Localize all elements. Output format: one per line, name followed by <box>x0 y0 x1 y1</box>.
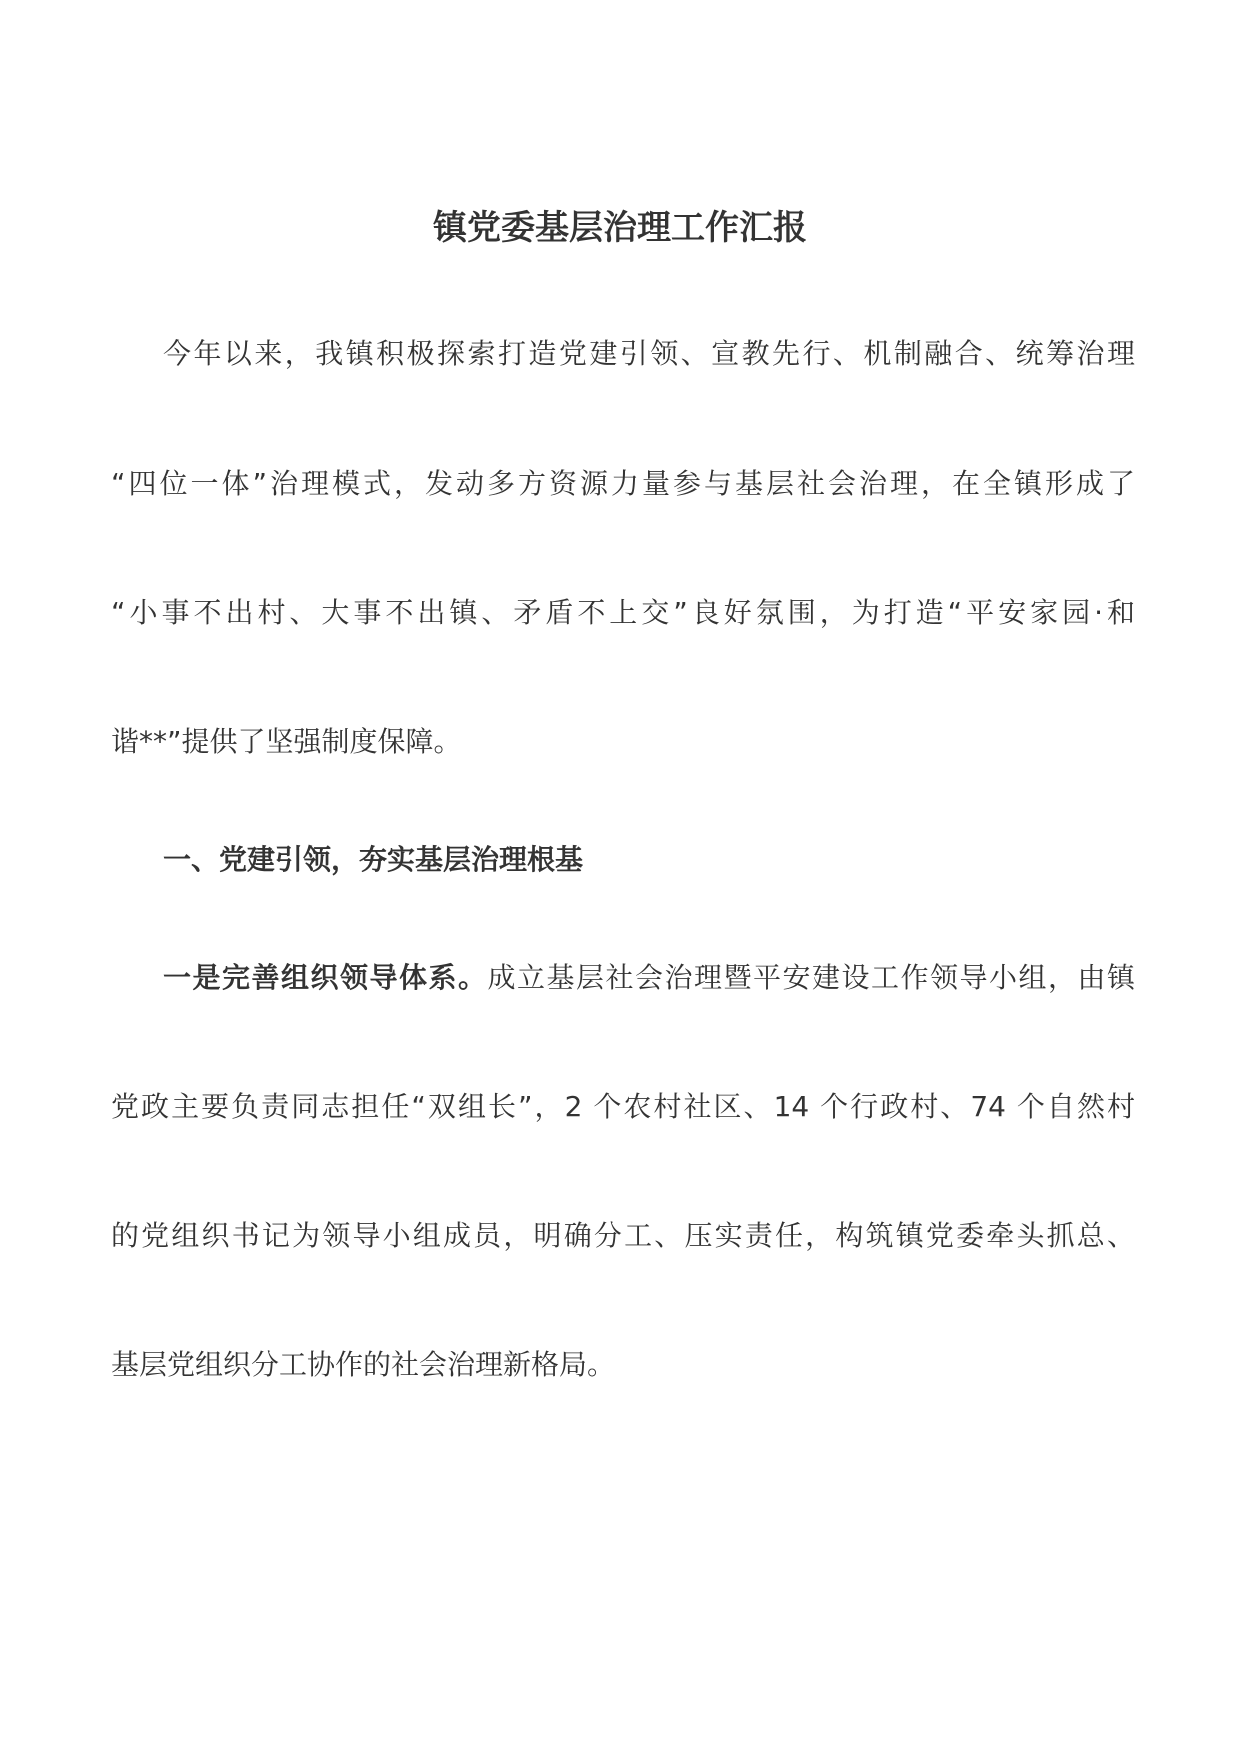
paragraph-2-lead: 一是完善组织领导体系。 <box>163 961 488 994</box>
paragraph-2-line-1-text: 成立基层社会治理暨平安建设工作领导小组，由镇 <box>487 961 1135 994</box>
paragraph-1-line-1: 今年以来，我镇积极探索打造党建引领、宣教先行、机制融合、统筹治理 <box>163 337 1135 370</box>
document-title: 镇党委基层治理工作汇报 <box>433 208 807 248</box>
paragraph-1-line-2: “四位一体”治理模式，发动多方资源力量参与基层社会治理，在全镇形成了 <box>111 467 1135 500</box>
paragraph-2-line-2: 党政主要负责同志担任“双组长”，2 个农村社区、14 个行政村、74 个自然村 <box>111 1090 1135 1123</box>
paragraph-1-line-3: “小事不出村、大事不出镇、矛盾不上交”良好氛围，为打造“平安家园·和 <box>111 596 1135 629</box>
paragraph-2-line-3: 的党组织书记为领导小组成员，明确分工、压实责任，构筑镇党委牵头抓总、 <box>111 1219 1135 1252</box>
section-1-heading: 一、党建引领，夯实基层治理根基 <box>163 843 584 876</box>
paragraph-2-line-1 <box>163 958 1135 998</box>
paragraph-2-line-4: 基层党组织分工协作的社会治理新格局。 <box>111 1348 616 1381</box>
paragraph-1-line-4: 谐**”提供了坚强制度保障。 <box>111 725 462 758</box>
